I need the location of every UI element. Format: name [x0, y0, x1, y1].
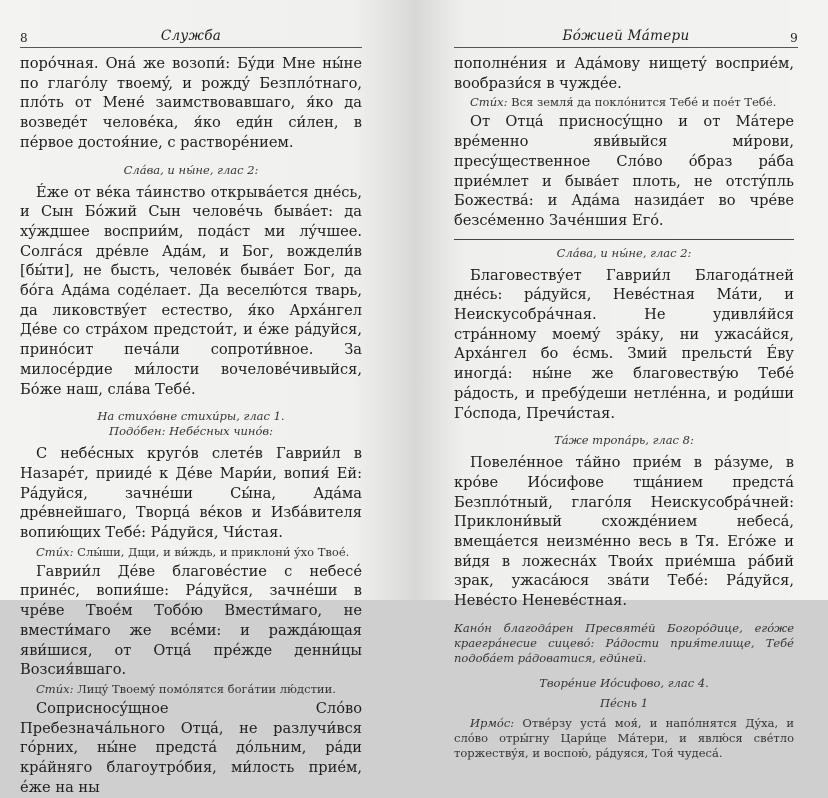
- left-page: [0, 0, 414, 796]
- paragraph: С небéсных кругóв слетéв Гаврии́л в Назарéт, приидé к Дéве Мари́и, вопия́ Ей: Рáдуйся, зачнéши Сы́на, Адáма дрéвнейшаго, Творцá вéков и Избáвителя вопию́щих Тебé: Рáдуйся, Чи́стая.: [20, 445, 362, 542]
- page-number: 8: [20, 31, 28, 45]
- paragraph: Благовеству́ет Гаврии́л Благодáтней днéсь: рáдуйся, Невéстная Мáти, и Неискусобрáчная. Не удивля́йся стрáнному моемý зрáку, ни ужасáйся, Архáнгел бо éсмь. Змий прельсти́ Éву иногдá: ны́не же благовествýю Тебé рáдость, и пребýдеши нетлéнна, и роди́ши Гóспода, Пречи́стая.: [454, 266, 794, 422]
- irmos-label: Ирмóс:: [470, 715, 515, 730]
- header-rule: [20, 47, 362, 48]
- verse-label: Сти́х:: [36, 544, 74, 559]
- left-text-column: [20, 54, 362, 798]
- verse-label: Сти́х:: [36, 681, 74, 696]
- page-number: 9: [790, 31, 798, 45]
- verse-text: Лицý Твоемý помóлятся богáтии лю́дстии.: [77, 681, 336, 696]
- verse-label: Сти́х:: [470, 95, 508, 110]
- paragraph: От Отцá присносýщно и от Мáтере врéменно яви́выйся ми́рови, пресýщественное Слóво óбраз рáба приéмлет и быва́ет плоть, не отстýпль Божествá: и Адáма назидáет во чрéве безсéменно Зачéншия Егó.: [454, 113, 794, 229]
- paragraph: Соприсносýщное Слóво Пребезначáльного Отцá, не разлучи́вся гóрних, ны́не предстá дóльним, рáди крáйняго благоутрóбия, ми́лость приéм, éже на ны: [20, 699, 362, 796]
- irmos-text: Отвéрзу устá моя́, и напóлнятся Дýха, и слóво отры́гну Цари́це Мáтери, и явлю́ся свéтло торжествýя, и воспою́, рáдуяся, Тоя́ чудесá.: [454, 715, 794, 760]
- paragraph: Гаврии́л Дéве благовéстие с небесé принéс, вопия́ше: Рáдуйся, зачнéши в чрéве Твоéм Тобóю Вмести́маго, не вмести́маго же всéми: и раждáющая яви́шися, от Отцá прéжде денни́цы Возсия́вшаго.: [20, 562, 362, 679]
- left-page-header: [20, 28, 362, 48]
- rubric: Подóбен: Небéсных чинóв:: [109, 424, 273, 439]
- rubric: Слáва, и ны́не, глас 2:: [123, 162, 259, 177]
- rubric: На стихóвне стихи́ры, глас 1.: [97, 409, 285, 424]
- section-divider: [454, 239, 794, 240]
- header-rule: [454, 47, 798, 48]
- paragraph: Повелéнное тáйно приéм в рáзуме, в крóве Иóсифове тщáнием предстá Безплóтный, глагóля Неискусобрáчней: Приклони́вый схождéнием небесá, вмещáется неизмéнно весь в Тя. Егóже и ви́дя в ложесна́х Твои́х приéмша рáбий зрак, ужасáюся звáти Тебé: Рáдуйся, Невéсто Неневéстная.: [454, 454, 794, 610]
- verse-text: Слы́ши, Дщи, и ви́ждь, и приклони́ ýхо Твоé.: [77, 544, 350, 559]
- rubric: Слáва, и ны́не, глас 2:: [556, 245, 692, 260]
- verse-note: [454, 95, 794, 110]
- running-title: Бóжией Мáтери: [562, 28, 690, 44]
- song-heading: Пéснь 1: [599, 695, 649, 710]
- irmos: [454, 716, 794, 761]
- verse-note: [20, 545, 362, 560]
- paragraph: Éже от вéка тáинство открывáется днéсь, и Сын Бóжий Сын человéчь бывáет: да хýждшее восприи́м, подáст ми лýчшее. Солгáся дрéвле Адáм, и Бог, вождели́в [бы́ти], не бысть, человéк бывáет Бог, да бóга Адáма содéлает. Да веселю́тся тварь, да ликовствýет естество, я́ко Архáнгел Дéве со стрáхом предстои́т, и éже рáдуйся, прино́сит печáли сопроти́вное. За милосéрдие ми́лости вочеловéчивыйся, Бóже наш, слáва Тебé.: [20, 183, 362, 398]
- paragraph: порóчная. Онá же возопи́: Бýди Мне ны́не по глагóлу твоемý, и рождý Безплóтнаго, плóть от Мене́ заимствовавшаго, я́ко да возведéт человéка, я́ко еди́н си́лен, в пéрвое достоя́ние, с растворéнием.: [20, 55, 362, 151]
- canon-rubric: Канóн благодáрен Пресвятéй Богорóдице, егóже краегрáнесие сицевó: Рáдости прия́телище, Тебé подобáет рáдоватися, еди́ней.: [454, 620, 794, 665]
- verse-text: Вся земля́ да поклóнится Тебé и поéт Тебé.: [511, 95, 777, 110]
- right-text-column: [454, 54, 794, 763]
- right-page: [414, 0, 828, 760]
- right-page-header: [454, 28, 798, 48]
- rubric: Творéние Иóсифово, глас 4.: [539, 675, 709, 690]
- running-title: Служба: [160, 28, 222, 44]
- paragraph: пополнéния и Адáмову нищетý восприéм, вообрази́ся в чуждéе.: [454, 55, 794, 92]
- rubric: Тáже тропáрь, глас 8:: [554, 433, 694, 448]
- verse-note: [20, 682, 362, 697]
